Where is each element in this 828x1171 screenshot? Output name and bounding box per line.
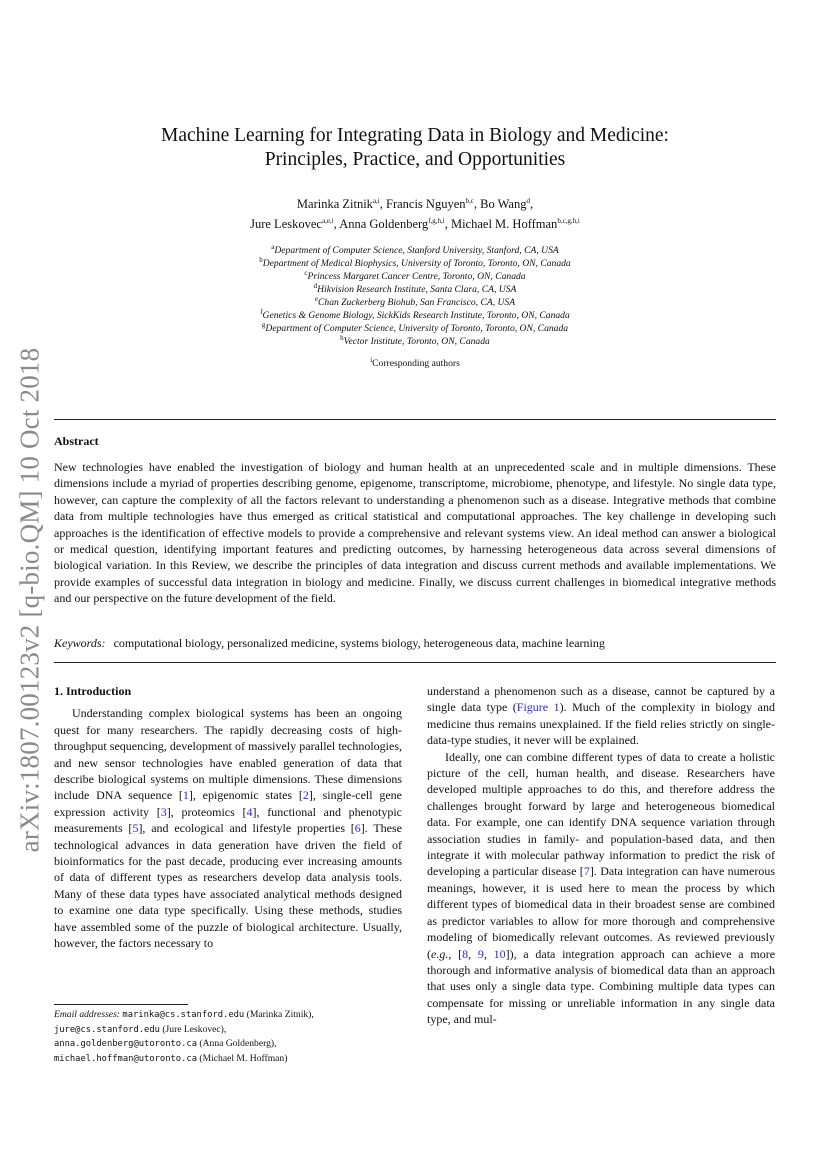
author-name: Marinka Zitnik xyxy=(296,197,373,211)
citation-link[interactable]: 9 xyxy=(477,946,484,961)
author-affil-mark: b,c xyxy=(465,196,474,205)
affiliation-mark: g xyxy=(261,320,266,329)
email-address[interactable]: jure@cs.stanford.edu xyxy=(54,1024,160,1035)
top-divider xyxy=(54,419,776,420)
author-affil-mark: a,i xyxy=(372,196,380,205)
affiliation-mark: c xyxy=(304,268,308,277)
paragraph-text: ]), a data integration approach can achieve a more thorough and informative analysis of biomedical data than an approach that uses only a single data type. Combining multiple data types can compensate for missing or unreliable information in any single data type, and mul- xyxy=(427,946,776,1027)
author-name: Jure Leskovec xyxy=(250,217,322,231)
affiliation-mark: f xyxy=(260,307,263,316)
arxiv-id-text: arXiv:1807.00123v2 [q-bio.QM] 10 Oct 2018 xyxy=(14,347,45,853)
paragraph-text: ). Much of the complexity in biology and medicine thus remains unexplained. If the field relies strictly on single-data-type studies, it never will be explained. xyxy=(427,700,775,748)
citation-link[interactable]: 6 xyxy=(354,821,361,836)
author-line: Marinka Zitnik$^{a,i}$, Francis Nguyen$^{b,c}$, Bo Wang$^d$, xyxy=(296,196,534,211)
affiliations xyxy=(54,244,776,348)
citation-link[interactable]: 5 xyxy=(132,821,139,836)
affiliation-text: Genetics & Genome Biology, SickKids Research Institute, Toronto, ON, Canada xyxy=(262,310,570,321)
paragraph-text: ], epigenomic states [ xyxy=(188,788,303,803)
intro-paragraph xyxy=(54,705,402,951)
paragraph-text: Understanding complex biological systems has been an ongoing quest for many researchers. The rapidly decreasing costs of high-throughput sequencing, development of massively parallel technologies, and new sensor technologies have enabled generation of data that describe biological systems on multiple dimensions. These dimensions include DNA sequence [ xyxy=(54,706,402,803)
paragraph-text: ], proteomics [ xyxy=(166,804,247,819)
paragraph-text: , [ xyxy=(448,946,463,961)
affiliation-line xyxy=(54,296,776,309)
citation-link[interactable]: 1 xyxy=(182,788,189,803)
affiliation-mark: h xyxy=(340,333,344,342)
corresponding-text: Corresponding authors xyxy=(372,358,460,369)
right-column xyxy=(427,683,775,1028)
footnote-divider xyxy=(54,1004,188,1005)
intro-paragraph-continued xyxy=(427,683,775,749)
email-address[interactable]: michael.hoffman@utoronto.ca xyxy=(54,1053,197,1064)
paragraph-text: ]. These technological advances in data generation have driven the field of bioinformatics for the past decade, producing ever increasing amounts of data of different types as researchers develop data analysis tools. Many of these data types have associated analytical methods designed to examine one data type specifically. Using these methods, studies have assembled some of the puzzle of biological architecture. Usually, however, the factors necessary to xyxy=(54,821,403,951)
citation-link[interactable]: Figure 1 xyxy=(516,700,560,715)
citation-link[interactable]: 4 xyxy=(246,804,253,819)
affiliation-line xyxy=(54,283,776,296)
title-line: Machine Learning for Integrating Data in Biology and Medicine: xyxy=(161,125,669,146)
author-name: Anna Goldenberg xyxy=(339,217,429,231)
author-name: Michael M. Hoffman xyxy=(450,217,558,231)
affiliation-line xyxy=(54,270,776,283)
affiliation-line xyxy=(54,244,776,257)
email-entry xyxy=(54,1052,414,1067)
citation-link[interactable]: 2 xyxy=(302,788,309,803)
affiliation-mark: e xyxy=(314,294,318,303)
author-name: Bo Wang xyxy=(480,197,527,211)
keywords-text: computational biology, personalized medicine, systems biology, heterogeneous data, machine learning xyxy=(113,636,605,650)
bottom-divider xyxy=(54,662,776,663)
email-entry xyxy=(54,1037,414,1052)
corresponding-mark: i xyxy=(370,355,373,364)
email-owner: (Michael M. Hoffman) xyxy=(199,1052,288,1064)
keywords-label: Keywords: xyxy=(54,636,106,650)
citation-link[interactable]: 10 xyxy=(493,946,506,961)
affiliation-mark: a xyxy=(271,242,275,251)
email-entry xyxy=(54,1008,414,1023)
email-entry xyxy=(54,1023,414,1038)
corresponding-note xyxy=(54,357,776,370)
affiliation-text: Princess Margaret Cancer Centre, Toronto, ON, Canada xyxy=(307,271,526,282)
abstract-body: New technologies have enabled the investigation of biology and human health at an unprecedented scale and in multiple dimensions. These dimensions include a myriad of properties describing genome, epigenome, transcriptome, microbiome, phenotype, and lifestyle. No single data type, however, can capture the complexity of all the factors relevant to understanding a phenomenon such as a disease. Integrative methods that combine data from multiple technologies have thus emerged as critical statistical and computational approaches. The key challenge in developing such approaches is the identification of effective models to provide a comprehensive and relevant systems view. An ideal method can answer a biological or medical question, identifying important features and predicting outcomes, by harnessing heterogeneous data across several dimensions of biological variation. In this Review, we describe the principles of data integration and discuss current methods and available implementations. We provide examples of successful data integration in biology and medicine. Finally, we discuss current challenges in biomedical integrative methods and our perspective on the future development of the field. xyxy=(54,460,776,606)
paragraph-text: ], and ecological and lifestyle properties [ xyxy=(138,821,355,836)
email-address[interactable]: anna.goldenberg@utoronto.ca xyxy=(54,1039,197,1049)
paper-title xyxy=(54,124,776,172)
affiliation-text: Chan Zuckerberg Biohub, San Francisco, CA, USA xyxy=(318,297,516,308)
affiliation-line xyxy=(54,309,776,322)
affiliation-text: Department of Medical Biophysics, University of Toronto, Toronto, ON, Canada xyxy=(262,258,571,269)
affiliation-mark: b xyxy=(259,255,263,264)
paragraph-text: Ideally, one can combine different types of data to create a holistic picture of the cell, human health, and disease. Researchers have developed multiple approaches to do this, and therefore address the challenges brought forward by large and heterogeneous biomedical data. For example, one can identify DNA sequence variation through association studies in family- and population-based data, and then integrate it with molecular pathway information to predict the risk of developing a particular disease [ xyxy=(427,749,775,879)
abstract-heading: Abstract xyxy=(54,434,99,448)
email-footnote xyxy=(54,1008,414,1066)
affiliation-line xyxy=(54,257,776,270)
title-line: Principles, Practice, and Opportunities xyxy=(264,149,566,170)
paragraph-text: , xyxy=(468,946,478,961)
paragraph-text: ], functional and phenotypic measurements [ xyxy=(54,804,403,836)
emphasis-text: e.g. xyxy=(431,946,449,961)
affiliation-mark: d xyxy=(313,281,318,290)
affiliation-line xyxy=(54,335,776,348)
section-heading: 1. Introduction xyxy=(54,684,132,698)
author-affil-mark: b,c,g,h,i xyxy=(557,216,580,225)
paragraph-text: understand a phenomenon such as a disease, cannot be captured by a single data type ( xyxy=(427,684,775,715)
left-column xyxy=(54,683,402,952)
affiliation-text: Hikvision Research Institute, Santa Clara, CA, USA xyxy=(317,284,517,295)
author-list xyxy=(54,194,776,234)
paragraph-text: ], single-cell gene expression activity [ xyxy=(54,788,402,819)
author-affil-mark: a,e,i xyxy=(321,216,334,225)
author-line: Jure Leskovec$^{a,e,i}$, Anna Goldenberg$^{f,g,h,i}$, Michael M. Hoffman$^{b,c,g,h,i}$ xyxy=(250,216,580,231)
citation-link[interactable]: 3 xyxy=(160,804,167,819)
author-affil-mark: d xyxy=(526,196,530,205)
paragraph-text: , xyxy=(483,946,494,961)
citation-link[interactable]: 7 xyxy=(583,864,590,879)
author-affil-mark: f,g,h,i xyxy=(428,216,445,225)
citation-link[interactable]: 8 xyxy=(462,946,469,961)
intro-paragraph xyxy=(427,749,775,1028)
email-owner: (Anna Goldenberg), xyxy=(199,1038,277,1049)
email-owner: (Jure Leskovec), xyxy=(162,1023,227,1035)
email-owner: (Marinka Zitnik), xyxy=(246,1009,314,1020)
affiliation-text: Vector Institute, Toronto, ON, Canada xyxy=(343,336,490,347)
author-name: Francis Nguyen xyxy=(386,197,466,211)
affiliation-text: Department of Computer Science, University of Toronto, Toronto, ON, Canada xyxy=(265,323,569,334)
affiliation-line xyxy=(54,322,776,335)
affiliation-text: Department of Computer Science, Stanford University, Stanford, CA, USA xyxy=(274,245,559,256)
email-address[interactable]: marinka@cs.stanford.edu xyxy=(122,1010,245,1020)
paragraph-text: ]. Data integration can have numerous meanings, however, it is used here to mean the process by which different types of biomedical data in their broadest sense are combined as predictor variables to allow for more thorough and comprehensive modeling of biomedically relevant outcomes. As reviewed previously ( xyxy=(427,864,775,961)
arxiv-side-identifier xyxy=(10,340,50,860)
email-label: Email addresses: xyxy=(54,1009,120,1020)
keywords xyxy=(54,635,776,651)
